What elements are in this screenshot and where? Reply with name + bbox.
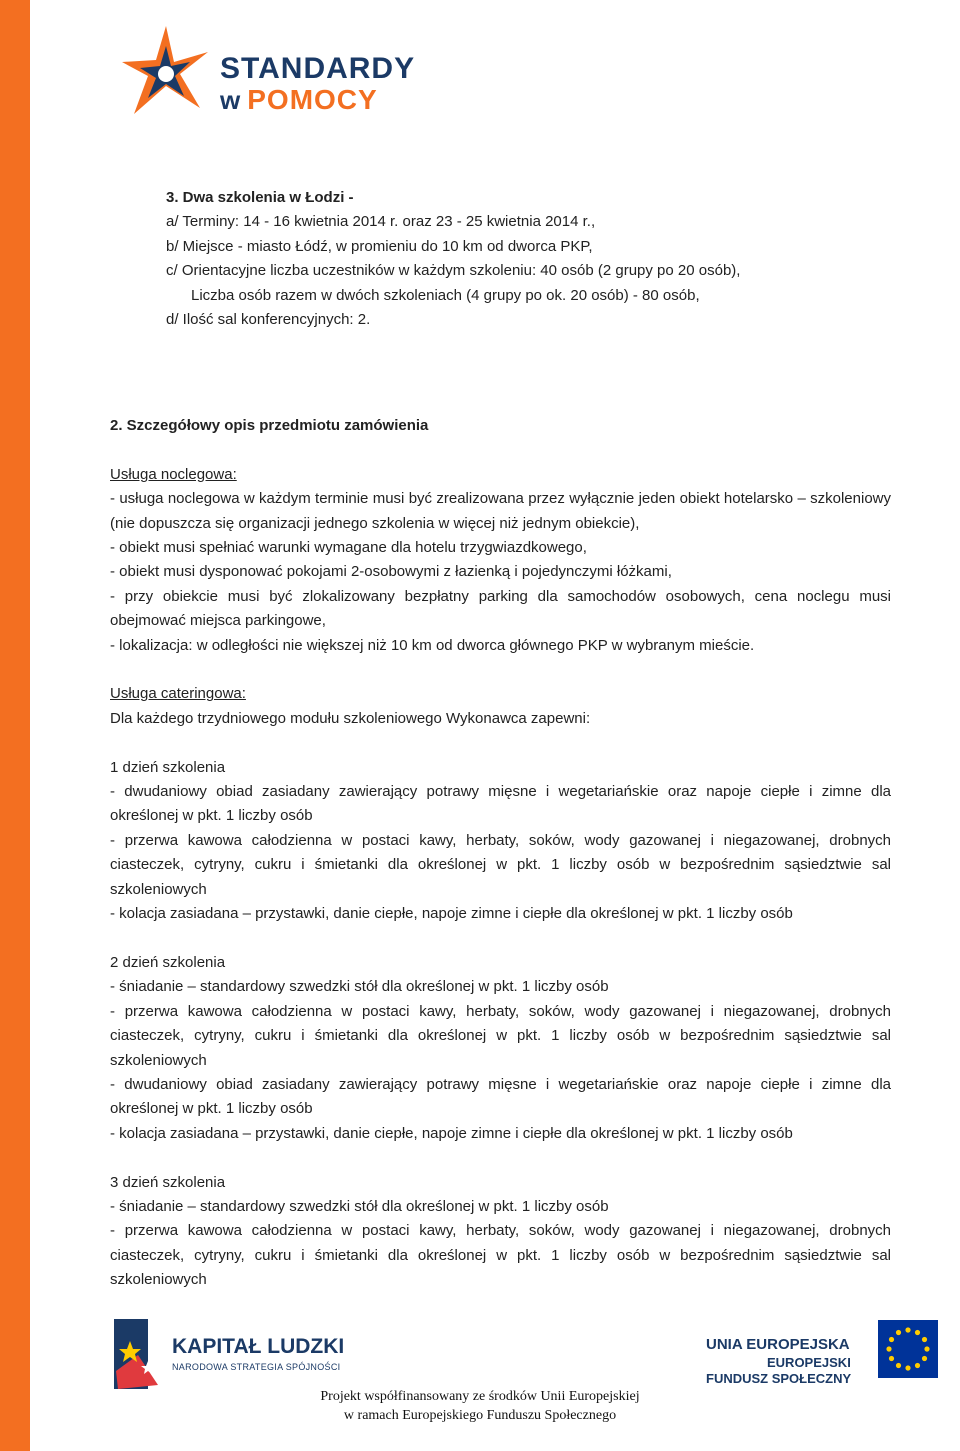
day-1-item: - przerwa kawowa całodzienna w postaci kawy, herbaty, soków, wody gazowanej i niegazowanej, drobnych ciasteczek, cytryny, cukru i śmietanki dla określonej w pkt. 1 liczby osób w bezpośrednim sąsiedztwie sal szkoleniowych: [110, 831, 891, 898]
day-3-title: 3 dzień szkolenia: [110, 1173, 226, 1191]
eu-fund-line2: FUNDUSZ SPOŁECZNY: [706, 1371, 852, 1386]
day-2-title: 2 dzień szkolenia: [110, 953, 226, 971]
noclegowa-item: - lokalizacja: w odległości nie większej niż 10 km od dworca głównego PKP w wybranym mieście.: [110, 636, 755, 654]
eu-title: UNIA EUROPEJSKA: [706, 1336, 850, 1353]
eu-fund-line1: EUROPEJSKI: [767, 1355, 851, 1370]
cateringowa-heading: Usługa cateringowa:: [110, 685, 246, 703]
logo-subtitle-prefix: w: [220, 85, 242, 115]
noclegowa-item: - przy obiekcie musi być zlokalizowany bezpłatny parking dla samochodów osobowych, cena noclegu musi obejmować miejsca parkingowe,: [110, 587, 891, 630]
day-3-item: - przerwa kawowa całodzienna w postaci kawy, herbaty, soków, wody gazowanej i niegazowanej, drobnych ciasteczek, cytryny, cukru i śmietanki dla określonej w pkt. 1 liczby osób w bezpośrednim sąsiedztwie sal szkoleniowych: [110, 1222, 891, 1289]
logo-title: STANDARDY: [220, 52, 416, 85]
day-2-item: - śniadanie – standardowy szwedzki stół dla określonej w pkt. 1 liczby osób: [110, 978, 609, 996]
day-2-item: - przerwa kawowa całodzienna w postaci kawy, herbaty, soków, wody gazowanej i niegazowanej, drobnych ciasteczek, cytryny, cukru i śmietanki dla określonej w pkt. 1 liczby osób w bezpośrednim sąsiedztwie sal szkoleniowych: [110, 1002, 891, 1069]
cofinancing-line-2: w ramach Europejskiego Funduszu Społecznego: [343, 1408, 617, 1423]
orange-sidebar-stripe: [0, 0, 30, 1451]
day-1-item: - dwudaniowy obiad zasiadany zawierający potrawy mięsne i wegetariańskie oraz napoje ciepłe i zimne dla określonej w pkt. 1 liczby osób: [110, 783, 891, 825]
day-2-item: - dwudaniowy obiad zasiadany zawierający potrawy mięsne i wegetariańskie oraz napoje ciepłe i zimne dla określonej w pkt. 1 liczby osób: [110, 1075, 891, 1118]
section-2-block: [110, 414, 891, 1293]
logo-subtitle-main: POMOCY: [247, 84, 378, 115]
eu-flag-icon: [878, 1320, 938, 1378]
section-2-title: 2. Szczegółowy opis przedmiotu zamówienia: [110, 417, 429, 434]
noclegowa-item: - usługa noclegowa w każdym terminie musi być zrealizowana przez wyłącznie jeden obiekt hotelarsko – szkoleniowy (nie dopuszcza się organizacji jednego szkolenia w więcej niż jednym obiekcie),: [110, 490, 891, 532]
day-3-item: - śniadanie – standardowy szwedzki stół dla określonej w pkt. 1 liczby osób: [110, 1197, 609, 1215]
section-3-item-b: b/ Miejsce - miasto Łódź, w promieniu do 10 km od dworca PKP,: [166, 237, 593, 255]
section-3-item-d: d/ Ilość sal konferencyjnych: 2.: [166, 311, 371, 329]
cateringowa-intro: Dla każdego trzydniowego modułu szkoleniowego Wykonawca zapewni:: [110, 709, 591, 727]
star-burst-logo-icon: [120, 22, 212, 122]
cofinancing-line-1: Projekt współfinansowany ze środków Unii Europejskiej: [320, 1389, 640, 1404]
kapital-ludzki-subtitle: NARODOWA STRATEGIA SPÓJNOŚCI: [172, 1362, 341, 1372]
day-1-title: 1 dzień szkolenia: [110, 758, 226, 776]
eu-social-fund-logo: [706, 1320, 906, 1390]
day-1-item: - kolacja zasiadana – przystawki, danie ciepłe, napoje zimne i ciepłe dla określonej w pkt. 1 liczby osób: [110, 905, 793, 923]
cofinancing-note: [0, 1387, 960, 1425]
logo-subtitle: [220, 84, 378, 116]
noclegowa-heading: Usługa noclegowa:: [110, 465, 237, 483]
kapital-ludzki-emblem-icon: [108, 1315, 168, 1395]
noclegowa-item: - obiekt musi spełniać warunki wymagane dla hotelu trzygwiazdkowego,: [110, 539, 587, 557]
section-3-title: 3. Dwa szkolenia w Łodzi -: [166, 189, 354, 206]
section-3-item-c-total: Liczba osób razem w dwóch szkoleniach (4 grupy po ok. 20 osób) - 80 osób,: [191, 286, 700, 304]
section-3-item-a: a/ Terminy: 14 - 16 kwietnia 2014 r. oraz 23 - 25 kwietnia 2014 r.,: [166, 213, 596, 231]
kapital-ludzki-logo: [108, 1315, 348, 1395]
day-2-item: - kolacja zasiadana – przystawki, danie ciepłe, napoje zimne i ciepłe dla określonej w pkt. 1 liczby osób: [110, 1124, 793, 1142]
section-3-item-c: c/ Orientacyjne liczba uczestników w każdym szkoleniu: 40 osób (2 grupy po 20 osób),: [166, 262, 741, 280]
standardy-w-pomocy-logo: [120, 22, 420, 122]
kapital-ludzki-title: KAPITAŁ LUDZKI: [172, 1335, 345, 1358]
section-3-block: [166, 186, 740, 332]
noclegowa-item: - obiekt musi dysponować pokojami 2-osobowymi z łazienką i pojedynczymi łóżkami,: [110, 563, 672, 581]
